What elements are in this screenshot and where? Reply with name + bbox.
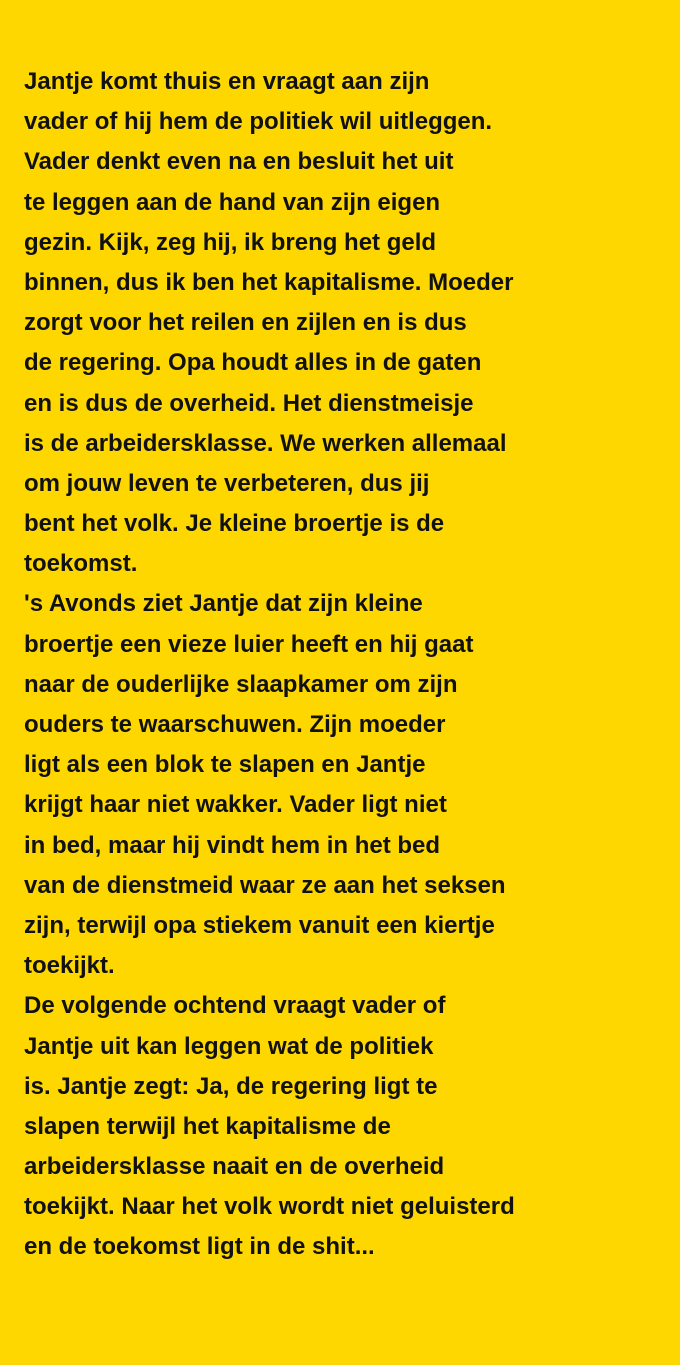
text-line: arbeidersklasse naait en de overheid bbox=[24, 1153, 445, 1181]
text-line: ligt als een blok te slapen en Jantje bbox=[24, 751, 426, 779]
text-line: toekijkt. bbox=[24, 952, 115, 980]
text-line: zorgt voor het reilen en zijlen en is dus bbox=[24, 309, 467, 337]
text-line: is. Jantje zegt: Ja, de regering ligt te bbox=[24, 1072, 438, 1100]
text-line: Jantje uit kan leggen wat de politiek bbox=[24, 1032, 434, 1060]
text-line: broertje een vieze luier heeft en hij gaat bbox=[24, 630, 474, 658]
text-line: ouders te waarschuwen. Zijn moeder bbox=[24, 711, 446, 738]
text-line: slapen terwijl het kapitalisme de bbox=[24, 1112, 391, 1140]
text-line: van de dienstmeid waar ze aan het seksen bbox=[24, 871, 506, 899]
text-line: 's Avonds ziet Jantje dat zijn kleine bbox=[24, 590, 423, 618]
text-line: gezin. Kijk, zeg hij, ik breng het geld bbox=[24, 228, 437, 256]
text-line: is de arbeidersklasse. We werken allemaal bbox=[24, 429, 507, 457]
text-line: en de toekomst ligt in de shit... bbox=[24, 1233, 375, 1261]
text-line: Jantje komt thuis en vraagt aan zijn bbox=[24, 68, 430, 95]
text-line: krijgt haar niet wakker. Vader ligt niet bbox=[24, 791, 447, 819]
text-line: de regering. Opa houdt alles in de gaten bbox=[24, 349, 482, 377]
joke-text bbox=[24, 62, 664, 1268]
text-line: zijn, terwijl opa stiekem vanuit een kiertje bbox=[24, 911, 495, 939]
text-line: naar de ouderlijke slaapkamer om zijn bbox=[24, 670, 458, 698]
text-line: Vader denkt even na en besluit het uit bbox=[24, 148, 454, 176]
text-line: vader of hij hem de politiek wil uitleggen. bbox=[24, 108, 493, 136]
text-line: toekijkt. Naar het volk wordt niet geluisterd bbox=[24, 1193, 515, 1221]
text-line: bent het volk. Je kleine broertje is de bbox=[24, 510, 445, 538]
text-line: binnen, dus ik ben het kapitalisme. Moeder bbox=[24, 268, 514, 296]
text-line: te leggen aan de hand van zijn eigen bbox=[24, 188, 441, 216]
text-line: om jouw leven te verbeteren, dus jij bbox=[24, 469, 430, 497]
text-line: en is dus de overheid. Het dienstmeisje bbox=[24, 389, 474, 417]
text-line: De volgende ochtend vraagt vader of bbox=[24, 992, 446, 1020]
text-line: toekomst. bbox=[24, 550, 138, 578]
text-line: in bed, maar hij vindt hem in het bed bbox=[24, 831, 441, 859]
